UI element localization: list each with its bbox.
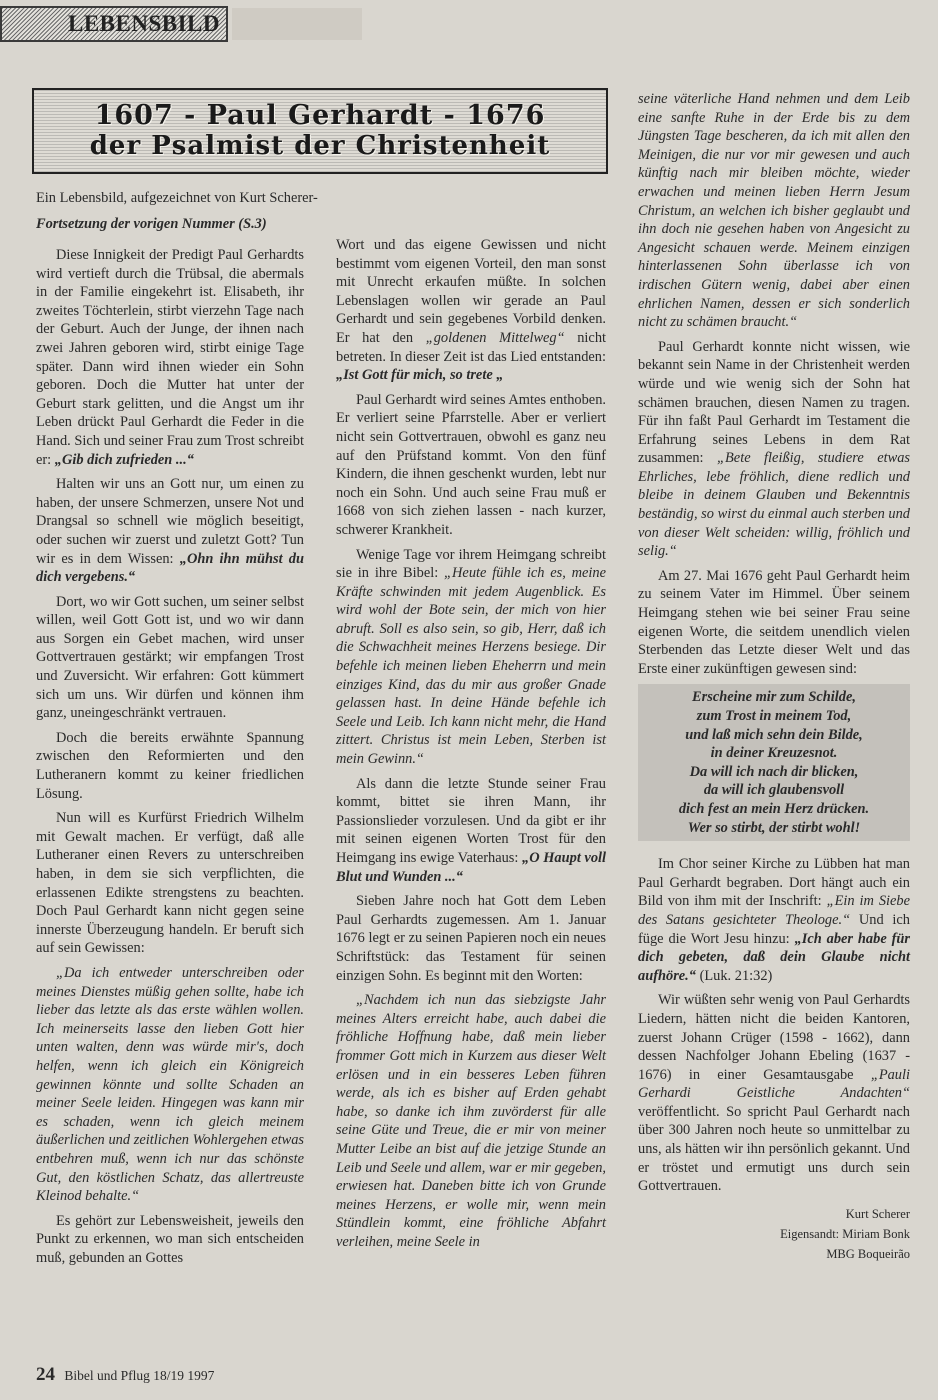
quote: „O Haupt voll Blut und Wunden ...“ [336, 850, 607, 885]
paragraph [336, 546, 606, 769]
paragraph [638, 855, 910, 985]
paragraph [638, 338, 910, 561]
verse-line: da will ich glaubensvoll [703, 782, 845, 799]
publication-name: Bibel und Pflug [64, 1368, 150, 1383]
article-title-line2: der Psalmist der Christenheit [89, 130, 551, 161]
text: Im Chor seiner Kirche zu Lübben hat man Paul Gerhardt begraben. Dort hängt auch ein Bild von ihm mit der Inschrift: [638, 856, 910, 910]
verse-line: dich fest an mein Herz drücken. [678, 800, 870, 817]
signature-place: MBG Boqueirão [826, 1246, 910, 1261]
text: Als dann die letzte Stunde seiner Frau kommt, bittet sie ihren Mann, ihr Passionslieder vorzulesen. Und da gibt er ihr mit seinen eigenen Worten Trost für den Heimgang ins ewige Vaterhaus: [336, 775, 606, 866]
section-tag [0, 6, 228, 42]
paragraph: Es gehört zur Lebensweisheit, jeweils den Punkt zu erkennen, wo man sich entscheiden muß, gebunden an Gottes [36, 1212, 304, 1266]
quote: „goldenen Mittelweg“ [425, 329, 565, 346]
paragraph: Sieben Jahre noch hat Gott dem Leben Paul Gerhardts zugemessen. Am 1. Januar 1676 legt er zu seinen Papieren noch ein neues Schriftstück: das Testament für seinen einzigen Sohn. Es beginnt mit den Worten: [336, 893, 606, 984]
text: veröffentlicht. So spricht Paul Gerhardt nach über 300 Jahren noch heute so unmittelbar zu uns, als hätten wir ihn persönlich gekannt. Und er tröstet und ermutigt uns durch sein Gottvertrauen. [638, 1103, 910, 1195]
paragraph [638, 991, 910, 1196]
publication-year: 1997 [187, 1368, 215, 1383]
text: Wir wüßten sehr wenig von Paul Gerhardts Liedern, hätten nicht die beiden Kantoren, zuerst Johann Crüger (1598 - 1662), dann dessen Nachfolger Johann Ebeling (1637 - 1676) in einer Gesamtausgabe [638, 992, 910, 1083]
section-tag-label: LEBENSBILD [67, 11, 220, 36]
verse-line: Wer so stirbt, der stirbt wohl! [687, 819, 861, 836]
verse-box [638, 684, 910, 841]
paragraph: Paul Gerhardt wird seines Amtes enthoben. Er verliert seine Pfarrstelle. Aber er verliert nicht sein Gottvertrauen, obwohl es ganz neu auf den Prüfstand kommt. Von den fünf Kindern, die ihnen geschenkt wurden, lebt nur noch ein Sohn. Und auch seine Frau muß er 1668 von sich ziehen lassen - nach kurzer, schwerer Krankheit. [336, 391, 606, 538]
paragraph: Dort, wo wir Gott suchen, um seiner selbst willen, weil Gott Gott ist, und wo wir dann aus Sorgen ein Gebet machen, wird unser Gottvertrauen gestärkt; wir empfangen Trost und Zuversicht. Wir erfahren: Gott kümmert sich um uns. Wir dürfen und können ihm ganz, uneingeschränkt vertrauen. [36, 593, 304, 722]
quote: „Ohn ihn mühst du dich vergebens.“ [36, 550, 304, 586]
column-3 [638, 90, 910, 1264]
article-title-line1: 1607 - Paul Gerhardt - 1676 [94, 100, 546, 132]
column-1 [36, 246, 304, 1273]
text: Diese Innigkeit der Predigt Paul Gerhardts wird vertieft durch die Trübsal, die abermals in der Familie eingekehrt ist. Elisabeth, ihr zweites Töchterlein, stirbt vierzehn Tage nach der Geburt. Auch der Junge, der ihnen nach zwei Jahren geboren wird, stirbt einige Tage später. Dann wird ihnen wieder ein Sohn geboren. Doch die Mutter hat unter der Geburt stark gelitten, und die Angst um ihr Leben drückt Paul Gerhardt die Feder in die Hand. Sich und seiner Frau zum Trost schreibt er: [36, 247, 304, 468]
paragraph: Am 27. Mai 1676 geht Paul Gerhardt heim zu seinem Vater im Himmel. Über seinem Heimgang stehen wie bei seiner Frau seine eigenen Worte, die seitdem unendlich vielen Sterbenden das Letzte dieser Welt und das Erste einer zukünftigen gewesen sind: [638, 567, 910, 677]
section-tag-shadow [232, 8, 362, 40]
continuation-note: Fortsetzung der vorigen Nummer (S.3) [36, 216, 267, 232]
paragraph [36, 475, 304, 587]
text: nicht betreten. In dieser Zeit ist das Lied entstanden: [336, 329, 607, 365]
paragraph [336, 236, 606, 385]
column-2 [336, 236, 606, 1257]
byline: Ein Lebensbild, aufgezeichnet von Kurt Scherer- [36, 190, 318, 206]
verse-line: Da will ich nach dir blicken, [689, 763, 859, 780]
text: Wort und das eigene Gewissen und nicht bestimmt vom eigenen Vorteil, den man sonst mit Unrecht erkaufen müßte. In solchen Lebenslagen wollen wir gerade an Paul Gerhardt und sein gegebenes Vorbild denken. Er hat den [336, 237, 606, 346]
quote-paragraph: seine väterliche Hand nehmen und dem Leib eine sanfte Ruhe in der Erde bis zu dem Jüngsten Tage bescheren, da ich mit allen den Meinigen, die nur vor mir gewesen und auch künftig nach mir bleiben möchte, wieder erwachen und meinen lieben Herrn Jesum Christum, an welchen ich bisher geglaubt und ihn doch nie gesehen haben von Angesicht zu Angesicht schauen werde. Meinem einzigen hinterlassenen Sohn überlasse ich von irdischen Gütern wenig, dabei aber einen ehrlichen Namen, dessen er sich sonderlich nicht zu schämen braucht.“ [638, 91, 910, 331]
verse-line: Erscheine mir zum Schilde, [692, 689, 856, 706]
text: Und ich füge die Wort Jesu hinzu: [638, 911, 910, 947]
paragraph: Doch die bereits erwähnte Spannung zwischen den Reformierten und den Lutheranern kommt zu keiner friedlichen Lösung. [36, 729, 304, 802]
signature-author: Kurt Scherer [845, 1206, 910, 1221]
quote: „Heute fühle ich es, meine Kräfte schwinden mit jedem Augenblick. Es wird wohl der Bote sein, der mich von hier abruft. Soll es also sein, so gib, Herr, daß ich die Schwachheit meines Herzens besiege. Dir befehle ich meinen lieben Eheherrn und mein einziges Kind, das du mir aus großer Gnade gelassen hast. In deine Hände befehle ich Seele und Leib. Ich kann nicht mehr, die Hand zittert. Christus ist mein Leben, Sterben ist mein Gewinn.“ [336, 565, 606, 768]
signature-sender: Eigensandt: Miriam Bonk [780, 1226, 910, 1241]
text: Paul Gerhardt konnte nicht wissen, wie bekannt sein Name in der Christenheit werden würde und wie wenig sich der Sohn hat schämen brauchen, diesen Namen zu tragen. Für ihn faßt Paul Gerhardt im Testament die Erfahrung seines Lebens in dem Rat zusammen: [638, 338, 910, 467]
paragraph [336, 775, 606, 887]
quote: „Ich aber habe für dich gebeten, daß dein Glaube nicht aufhöre.“ [638, 930, 910, 984]
quote: „Pauli Gerhardi Geistliche Andachten“ [638, 1066, 910, 1102]
verse-line: zum Trost in meinem Tod, [696, 708, 852, 724]
article-title-box [32, 88, 608, 174]
verse-line: in deiner Kreuzesnot. [710, 745, 838, 762]
quote: „Ist Gott für mich, so trete „ [336, 367, 504, 384]
quote: „Gib dich zufrieden ...“ [54, 451, 194, 468]
paragraph: Nun will es Kurfürst Friedrich Wilhelm mit Gewalt machen. Er verfügt, daß alle Lutheraner einen Revers zu unterschreiben haben, in dem sie sich verpflichten, die erlassenen Edikte strengstens zu beachten. Doch Paul Gerhardt kann nicht gegen seine innerste Überzeugung handeln. Er beruft sich auf sein Gewissen: [36, 810, 304, 957]
signature-block [638, 1204, 910, 1264]
quote-paragraph: „Da ich entweder unterschreiben oder meines Dienstes müßig gehen sollte, habe ich lieber das letzte als das erste wählen wollen. Ich meinerseits lasse den lieben Gott hier unten walten, denn was würde mir's, doch helfen, wenn ich gleich ein Königreich gewinnen könnte und sollte Schaden an meiner Seele leiden. Hingegen was kann mir es schaden, wenn ich gleich meinem äußerlichen und zeitlichen Wohlergehen etwas entbehren muß, wenn ich nur das schönste Gut, den köstlichen Schatz, das allertreuste Kleinod behalte.“ [36, 964, 304, 1205]
verse-line: und laß mich sehn dein Bilde, [685, 726, 863, 743]
issue-number: 18/19 [153, 1368, 185, 1383]
quote-paragraph: „Nachdem ich nun das siebzigste Jahr meines Alters erreicht habe, auch dabei die fröhliche Hoffnung habe, daß mein lieber frommer Gott mich in Kurzem aus dieser Welt erlösen und in ein besseres Leben führen werde, als ich es bisher auf Erden gehabt habe, so danke ich ihm zuvörderst für alle seine Güte und Treue, die er mir von meiner Mutter Leibe an bist auf die jetzige Stunde an Leib und Seele und allem, war er mir gegeben, erwiesen hat. Daneben bitte ich von Grunde meines Herzens, er wolle mir, wenn mein Stündlein kommt, eine fröhliche Abfahrt verleihen, meine Seele in [336, 992, 606, 1250]
text: Wenige Tage vor ihrem Heimgang schreibt sie in ihre Bibel: [336, 546, 606, 582]
page-footer [36, 1364, 214, 1386]
quote: „Ein im Siebe des Satans gesichteter Theologe.“ [638, 893, 910, 928]
paragraph [36, 246, 304, 469]
quote: „Bete fleißig, studiere etwas Ehrliches, lebe fröhlich, diene redlich und bleibe in deinem Glauben und Bekenntnis beständig, so wirst du einmal auch sterben und von dieser Welt scheiden: willig, fröhlich und selig.“ [638, 450, 910, 560]
text: (Luk. 21:32) [695, 967, 773, 984]
page-number: 24 [36, 1364, 55, 1385]
text: Halten wir uns an Gott nur, um einen zu haben, der unsere Schmerzen, unsere Not und Drangsal so schnell wie möglich beseitigt, oder suchen wir zuerst und zuletzt Gott? Tun wir es in dem Wissen: [36, 476, 304, 567]
